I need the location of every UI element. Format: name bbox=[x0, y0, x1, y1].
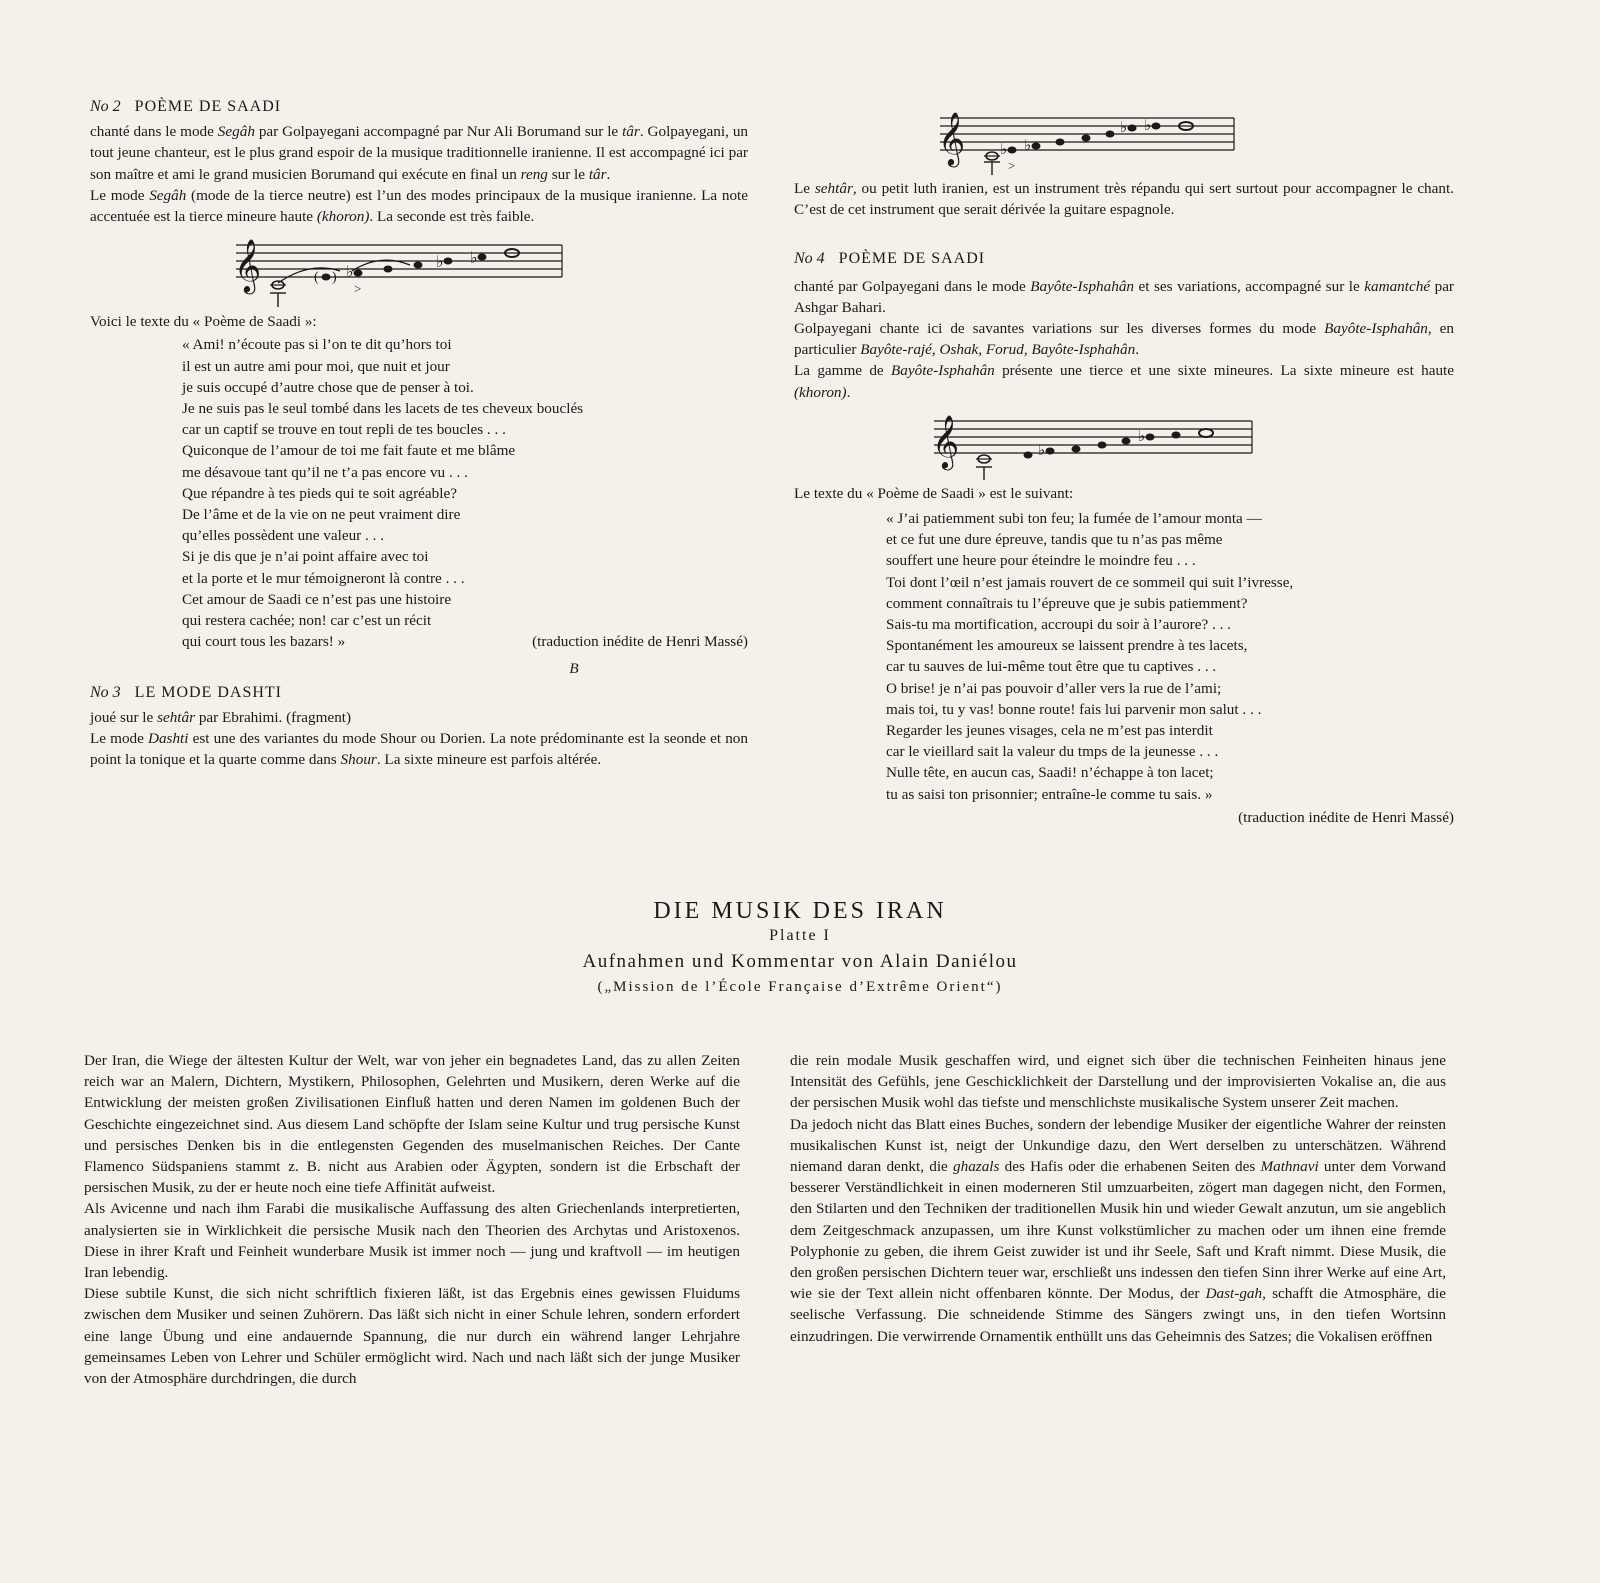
german-right-para: die rein modale Musik geschaffen wird, und eignet sich über die technischen Feinheiten hinaus jene Intensität des Gefühls, jene Geschicklichkeit der Darstellung und der improvisierten Vokalise an, die aus der persischen Musik wohl das tiefste und menschlichste musikalische System unserer Zeit machen. bbox=[790, 1052, 1446, 1112]
left-top-column bbox=[90, 96, 748, 770]
italic-term: kamantché bbox=[1364, 277, 1431, 295]
poem-last-line-row bbox=[182, 631, 748, 652]
italic-term: Bayôte-Isphahân bbox=[1030, 277, 1135, 295]
italic-term: Bayôte-Isphahân bbox=[891, 362, 995, 380]
poem-line: car tu sauves de lui-même tout être que tu captives . . . bbox=[886, 658, 1217, 676]
poem-line: Je ne suis pas le seul tombé dans les lacets de tes cheveux bouclés bbox=[182, 400, 584, 418]
svg-text:♭: ♭ bbox=[1144, 118, 1152, 134]
poem-line: car le vieillard sait la valeur du tmps de la jeunesse . . . bbox=[886, 743, 1219, 761]
poem-line: Regarder les jeunes visages, cela ne m’est pas interdit bbox=[886, 722, 1213, 740]
no4-intro: Le texte du « Poème de Saadi » est le suivant: bbox=[794, 484, 1074, 502]
poem-line: De l’âme et de la vie on ne peut vraiment dire bbox=[182, 506, 461, 524]
no3-para2: Le mode Dashti est une des variantes du mode Shour ou Dorien. La note prédominante est la seonde et non point la tonique et la quarte comme dans Shour. La sixte mineure est parfois altérée. bbox=[90, 730, 748, 769]
german-left-para: Der Iran, die Wiege der ältesten Kultur der Welt, war von jeher ein begnadetes Land, das zu allen Zeiten reich war an Malern, Dichtern, Mystikern, Philosophen, Gelehrten und Musikern, deren Werke auf die Entwicklung der meisten großen Zivilisationen Einfluß hatten und deren Namen im goldenen Buch der Geschichte eingezeichnet sind. Aus diesem Land schöpfte der Islam seine Kultur und trug persische Kunst und persisches Denken bis in die entlegensten Gegenden des muselmanischen Reiches. Der Cante Flamenco Südspaniens stammt z. B. nicht aus Arabien oder Ägypten, sondern ist die Erbschaft der persischen Musik, zu der er heute noch eine tiefe Affinität aufweist. bbox=[84, 1052, 740, 1197]
poem-line: me désavoue tant qu’il ne t’a pas encore vu . . . bbox=[182, 463, 468, 481]
no4-poem bbox=[794, 508, 1454, 805]
italic-term: (khoron) bbox=[794, 383, 847, 401]
title-block bbox=[0, 898, 1600, 996]
italic-term: târ bbox=[588, 165, 607, 183]
poem-line: car un captif se trouve en tout repli de tes boucles . . . bbox=[182, 421, 506, 439]
no2-title: POÈME DE SAADI bbox=[134, 98, 282, 115]
italic-term: ghazals bbox=[953, 1158, 1000, 1176]
bayote-scale-notation bbox=[794, 407, 1454, 483]
no4-title: POÈME DE SAADI bbox=[838, 250, 986, 268]
segah-staff-svg bbox=[230, 231, 590, 309]
dashti-scale-notation bbox=[794, 100, 1454, 176]
italic-term: Shour bbox=[340, 751, 377, 769]
no3-number: No 3 bbox=[90, 683, 121, 701]
no2-heading bbox=[90, 96, 748, 117]
italic-term: târ bbox=[622, 123, 640, 141]
italic-term: Segâh bbox=[149, 186, 187, 204]
no2-number: No 2 bbox=[90, 98, 121, 115]
poem-line: Sais-tu ma mortification, accroupi du soir à l’aurore? . . . bbox=[886, 616, 1231, 634]
poem-line: souffert une heure pour éteindre le moindre feu . . . bbox=[886, 552, 1196, 570]
poem-line: tu as saisi ton prisonnier; entraîne-le comme tu sais. » bbox=[886, 785, 1213, 803]
no2-translation-credit: (traduction inédite de Henri Massé) bbox=[532, 633, 748, 651]
no2-para1: chanté dans le mode Segâh par Golpayegani accompagné par Nur Ali Borumand sur le târ. Golpayegani, un tout jeune chanteur, est le plus grand espoir de la musique traditionnelle iranienne. Il est accompagné ici par son maître et ami le grand musicien Borumand qui exécute en final un reng sur le târ. bbox=[90, 123, 749, 183]
italic-term: Dast-gah bbox=[1205, 1285, 1263, 1303]
mission-line: („Mission de l’École Française d’Extrême Orient“) bbox=[597, 979, 1003, 995]
treble-clef-icon: 𝄞 bbox=[938, 111, 966, 165]
svg-text:♭: ♭ bbox=[1120, 120, 1128, 136]
svg-text:♭: ♭ bbox=[470, 250, 478, 268]
no4-para1: chanté par Golpayegani dans le mode Bayôte-Isphahân et ses variations, accompagné sur le kamantché par Ashgar Bahari. bbox=[794, 277, 1454, 316]
right-top-column bbox=[794, 100, 1454, 828]
no4-para2: Golpayegani chante ici de savantes variations sur les diverses formes du mode Bayôte-Isphahân, en particulier Bayôte-rajé, Oshak, Forud, Bayôte-Isphahân. bbox=[794, 320, 1454, 359]
poem-line: Si je dis que je n’ai point affaire avec toi bbox=[182, 548, 429, 566]
treble-clef-icon: 𝄞 bbox=[234, 238, 262, 293]
sehtar-paragraph: Le sehtâr, ou petit luth iranien, est un instrument très répandu qui sert surtout pour accompagner le chant. C’est de cet instrument que serait dérivée la guitare espagnole. bbox=[794, 180, 1454, 219]
svg-text:>: > bbox=[1008, 158, 1016, 173]
svg-text:♭: ♭ bbox=[346, 264, 354, 282]
poem-line: Nulle tête, en aucun cas, Saadi! n’échappe à ton lacet; bbox=[886, 764, 1214, 782]
poem-line: comment connaîtrais tu l’épreuve que je subis patiemment? bbox=[886, 594, 1248, 612]
svg-text:♭: ♭ bbox=[1024, 138, 1032, 154]
svg-text:): ) bbox=[332, 270, 337, 286]
svg-text:♭: ♭ bbox=[436, 254, 444, 272]
italic-term: (khoron) bbox=[316, 208, 370, 226]
poem-line: je suis occupé d’autre chose que de penser à toi. bbox=[182, 378, 474, 396]
poem-line: Que répandre à tes pieds qui te soit agréable? bbox=[182, 484, 457, 502]
poem-line: Spontanément les amoureux se laissent prendre à tes lacets, bbox=[886, 637, 1248, 655]
poem-line: « Ami! n’écoute pas si l’on te dit qu’hors toi bbox=[182, 336, 452, 354]
poem-line: et la porte et le mur témoigneront là contre . . . bbox=[182, 569, 465, 587]
poem-line: Toi dont l’œil n’est jamais rouvert de ce sommeil qui suit l’ivresse, bbox=[886, 573, 1294, 591]
italic-term: Bayôte-Isphahân bbox=[1324, 320, 1428, 338]
bayote-staff-svg bbox=[928, 407, 1268, 483]
no2-intro: Voici le texte du « Poème de Saadi »: bbox=[90, 313, 317, 331]
no3-heading bbox=[90, 682, 748, 703]
no4-number: No 4 bbox=[794, 250, 825, 268]
poem-line: mais toi, tu y vas! bonne route! fais lui parvenir mon salut . . . bbox=[886, 700, 1262, 718]
german-right-para: Da jedoch nicht das Blatt eines Buches, sondern der lebendige Musiker der eigentliche Wahrer der reinsten musikalischen Kunst ist, neigt der Unkundige dazu, den Wert derselben zu unterschätzen. Während niemand daran denkt, die ghazals des Hafis oder die erhabenen Seiten des Mathnavi unter dem Vorwand besserer Verständlichkeit in einen moderneren Stil umzuarbeiten, zögert man dagegen nicht, den Formen, den Stilarten und den Techniken der traditionellen Musik hin und wieder Gewalt anzutun, um sie angeblich dem Zeitgeschmack anzupassen, um ihre Kunst volkstümlicher zu machen oder um ihnen eine fremde Polyphonie zu geben, die ihrem Geist zuwider ist und ihr Seele, Saft und Kraft nimmt. Diese Musik, die den großen persischen Dichtern teuer war, erschließt uns indessen den tiefen Sinn ihrer Werke auf eine Art, wie sie der Text allein nicht offenbaren könnte. Der Modus, der Dast-gah, schafft die Atmosphäre, die seelische Verfassung. Die schneidende Stimme des Sängers zwingt uns, in den tiefen Wortsinn einzudringen. Die verwirrende Ornamentik enthüllt uns das Geheimnis des Satzes; die Vokalisen eröffnen bbox=[790, 1115, 1446, 1345]
no4-para3: La gamme de Bayôte-Isphahân présente une tierce et une sixte mineures. La sixte mineure est haute (khoron). bbox=[794, 362, 1454, 401]
no3-title: LE MODE DASHTI bbox=[134, 683, 282, 701]
section-letter-b: B bbox=[569, 660, 579, 678]
svg-text:>: > bbox=[354, 281, 362, 297]
poem-line: qui court tous les bazars! » bbox=[182, 633, 346, 651]
italic-term: reng bbox=[520, 165, 548, 183]
italic-term: Dashti bbox=[147, 730, 189, 748]
plate-label: Platte I bbox=[769, 927, 831, 944]
no3-para1: joué sur le sehtâr par Ebrahimi. (fragment) bbox=[90, 708, 352, 726]
italic-term: Bayôte-rajé, Oshak, Forud, Bayôte-Isphahân bbox=[860, 341, 1136, 359]
poem-line: il est un autre ami pour moi, que nuit et jour bbox=[182, 357, 450, 375]
poem-line: qu’elles possèdent une valeur . . . bbox=[182, 527, 385, 545]
poem-line: qui restera cachée; non! car c’est un récit bbox=[182, 612, 432, 630]
german-right-column bbox=[790, 1050, 1446, 1347]
no2-poem bbox=[90, 334, 748, 652]
no2-para2: Le mode Segâh (mode de la tierce neutre) est l’un des modes principaux de la musique iranienne. La note accentuée est la tierce mineure haute (khoron). La seconde est très faible. bbox=[90, 186, 748, 226]
dashti-staff-svg bbox=[934, 100, 1254, 176]
svg-text:♭: ♭ bbox=[1138, 428, 1146, 445]
poem-line: O brise! je n’ai pas pouvoir d’aller vers la rue de l’ami; bbox=[886, 679, 1222, 697]
italic-term: sehtâr bbox=[814, 180, 853, 197]
main-title: DIE MUSIK DES IRAN bbox=[653, 898, 947, 924]
segah-scale-notation bbox=[90, 231, 748, 309]
german-left-para: Als Avicenne und nach ihm Farabi die musikalische Auffassung des alten Griechenlands interpretierten, analysierten sie in Wirklichkeit die persische Musik nach den Theorien des Archytas und Aristoxenos. Diese in ihrer Kraft und Feinheit wunderbare Musik ist immer noch — jung und kraftvoll — im heutigen Iran lebendig. bbox=[84, 1200, 740, 1282]
svg-text:♭: ♭ bbox=[1000, 142, 1008, 158]
poem-line: Quiconque de l’amour de toi me fait faute et me blâme bbox=[182, 442, 516, 460]
italic-term: Segâh bbox=[217, 123, 255, 141]
german-left-para: Diese subtile Kunst, die sich nicht schriftlich fixieren läßt, ist das Ergebnis eines gewissen Fluidums zwischen dem Musiker und seinen Zuhörern. Das läßt sich nicht in einer Schule lehren, sondern erfordert eine lange Übung und eine andauernde Spannung, die nur durch ein während langer Lehrjahre gemeinsames Leben von Lehrer und Schüler ermöglicht wird. Nach und nach läßt sich der junge Musiker von der Atmosphäre durchdringen, die durch bbox=[84, 1285, 740, 1388]
no4-heading bbox=[794, 248, 1454, 269]
poem-line: « J’ai patiemment subi ton feu; la fumée de l’amour monta — bbox=[886, 510, 1262, 528]
italic-term: Mathnavi bbox=[1260, 1158, 1319, 1176]
svg-text:(: ( bbox=[314, 270, 319, 286]
german-left-column bbox=[84, 1050, 740, 1389]
poem-line: Cet amour de Saadi ce n’est pas une histoire bbox=[182, 590, 452, 608]
italic-term: sehtâr bbox=[157, 708, 196, 726]
no4-translation-credit: (traduction inédite de Henri Massé) bbox=[1238, 808, 1454, 826]
poem-line: et ce fut une dure épreuve, tandis que tu n’as pas même bbox=[886, 531, 1223, 549]
authors-line: Aufnahmen und Kommentar von Alain Daniélou bbox=[582, 951, 1018, 972]
svg-text:♭: ♭ bbox=[1038, 442, 1046, 459]
treble-clef-icon: 𝄞 bbox=[932, 413, 960, 468]
